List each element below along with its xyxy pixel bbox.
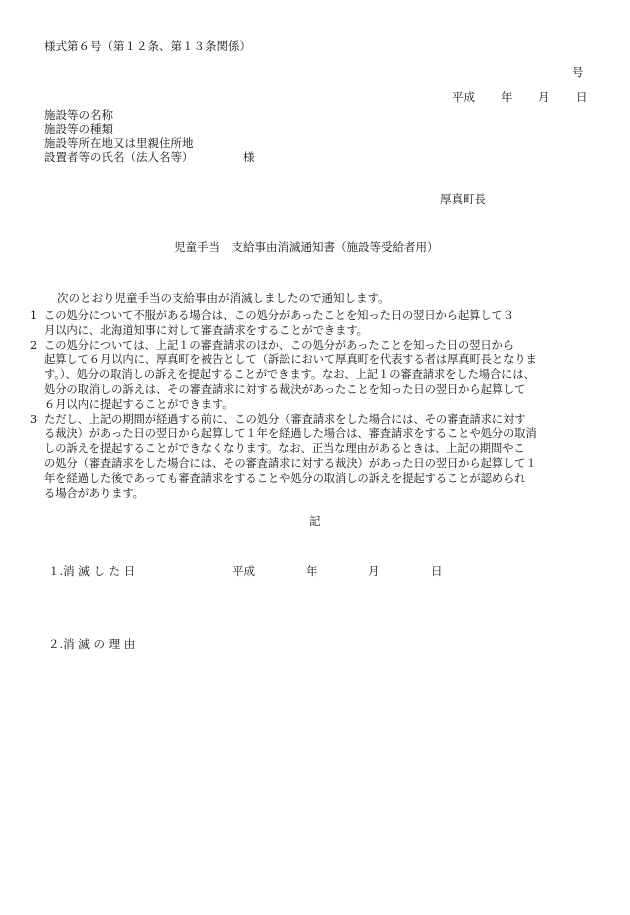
extinction-date-day: 日	[431, 564, 443, 578]
extinction-reason-label: ２.消 滅 の 理 由	[48, 637, 136, 651]
honorific: 様	[243, 150, 255, 164]
ki-marker: 記	[309, 514, 321, 528]
extinction-date-month: 月	[368, 564, 380, 578]
issue-date-month: 月	[538, 90, 550, 104]
intro-text: 次のとおり児童手当の支給事由が消滅しましたので通知します。	[57, 291, 390, 305]
note-number: 2	[30, 338, 38, 352]
note-item	[30, 413, 590, 502]
form-number: 様式第６号（第１２条、第１３条関係）	[44, 39, 251, 53]
extinction-date-era: 平成	[232, 564, 255, 578]
issuer-name: 厚真町長	[440, 192, 486, 206]
note-number: 1	[30, 309, 38, 322]
extinction-date-label: １.消 滅 し た 日	[48, 564, 136, 578]
note-text: この処分については、上記１の審査請求のほか、この処分があったことを知った日の翌日から 起算して６月以内に、厚真町を被告として（訴訟において厚真町を代表する者は厚真町長となりま す。）、処分の取消しの訴えを提起することができます。なお、上記１の審査請求をした場合には、 処分の取消しの訴えは、その審査請求に対する裁決があったことを知った日の翌日から起算して ６月以内に提起することができます。	[44, 338, 537, 411]
note-text: ただし、上記の期間が経過する前に、この処分（審査請求をした場合には、その審査請求に対す る裁決）があった日の翌日から起算して１年を経過した場合は、審査請求をすることや処分の取消 しの訴えを提起することができなくなります。なお、正当な理由があるときは、上記の期間やこ の処分（審査請求をした場合には、その審査請求に対する裁決）があった日の翌日から起算して１ 年を経過した後であっても審査請求をすることや処分の取消しの訴えを提起することが認められ る場合があります。	[44, 412, 537, 500]
operator-name-label: 設置者等の氏名（法人名等）	[44, 150, 194, 164]
facility-name-label: 施設等の名称	[44, 108, 113, 122]
facility-type-label: 施設等の種類	[44, 122, 113, 136]
issue-date-day: 日	[576, 90, 588, 104]
issue-date-era: 平成	[452, 90, 475, 104]
facility-address-label: 施設等所在地又は里親住所地	[44, 136, 194, 150]
issue-date-year: 年	[501, 90, 513, 104]
note-item	[30, 339, 590, 413]
note-text: この処分について不服がある場合は、この処分があったことを知った日の翌日から起算して３ 月以内に、北海道知事に対して審査請求をすることができます。	[44, 309, 514, 337]
document-number-suffix: 号	[572, 65, 584, 79]
document-title: 児童手当 支給事由消滅通知書（施設等受給者用）	[174, 240, 439, 254]
note-item	[30, 309, 590, 339]
notes-list	[30, 309, 590, 501]
extinction-date-year: 年	[306, 564, 318, 578]
note-number: 3	[30, 412, 38, 426]
